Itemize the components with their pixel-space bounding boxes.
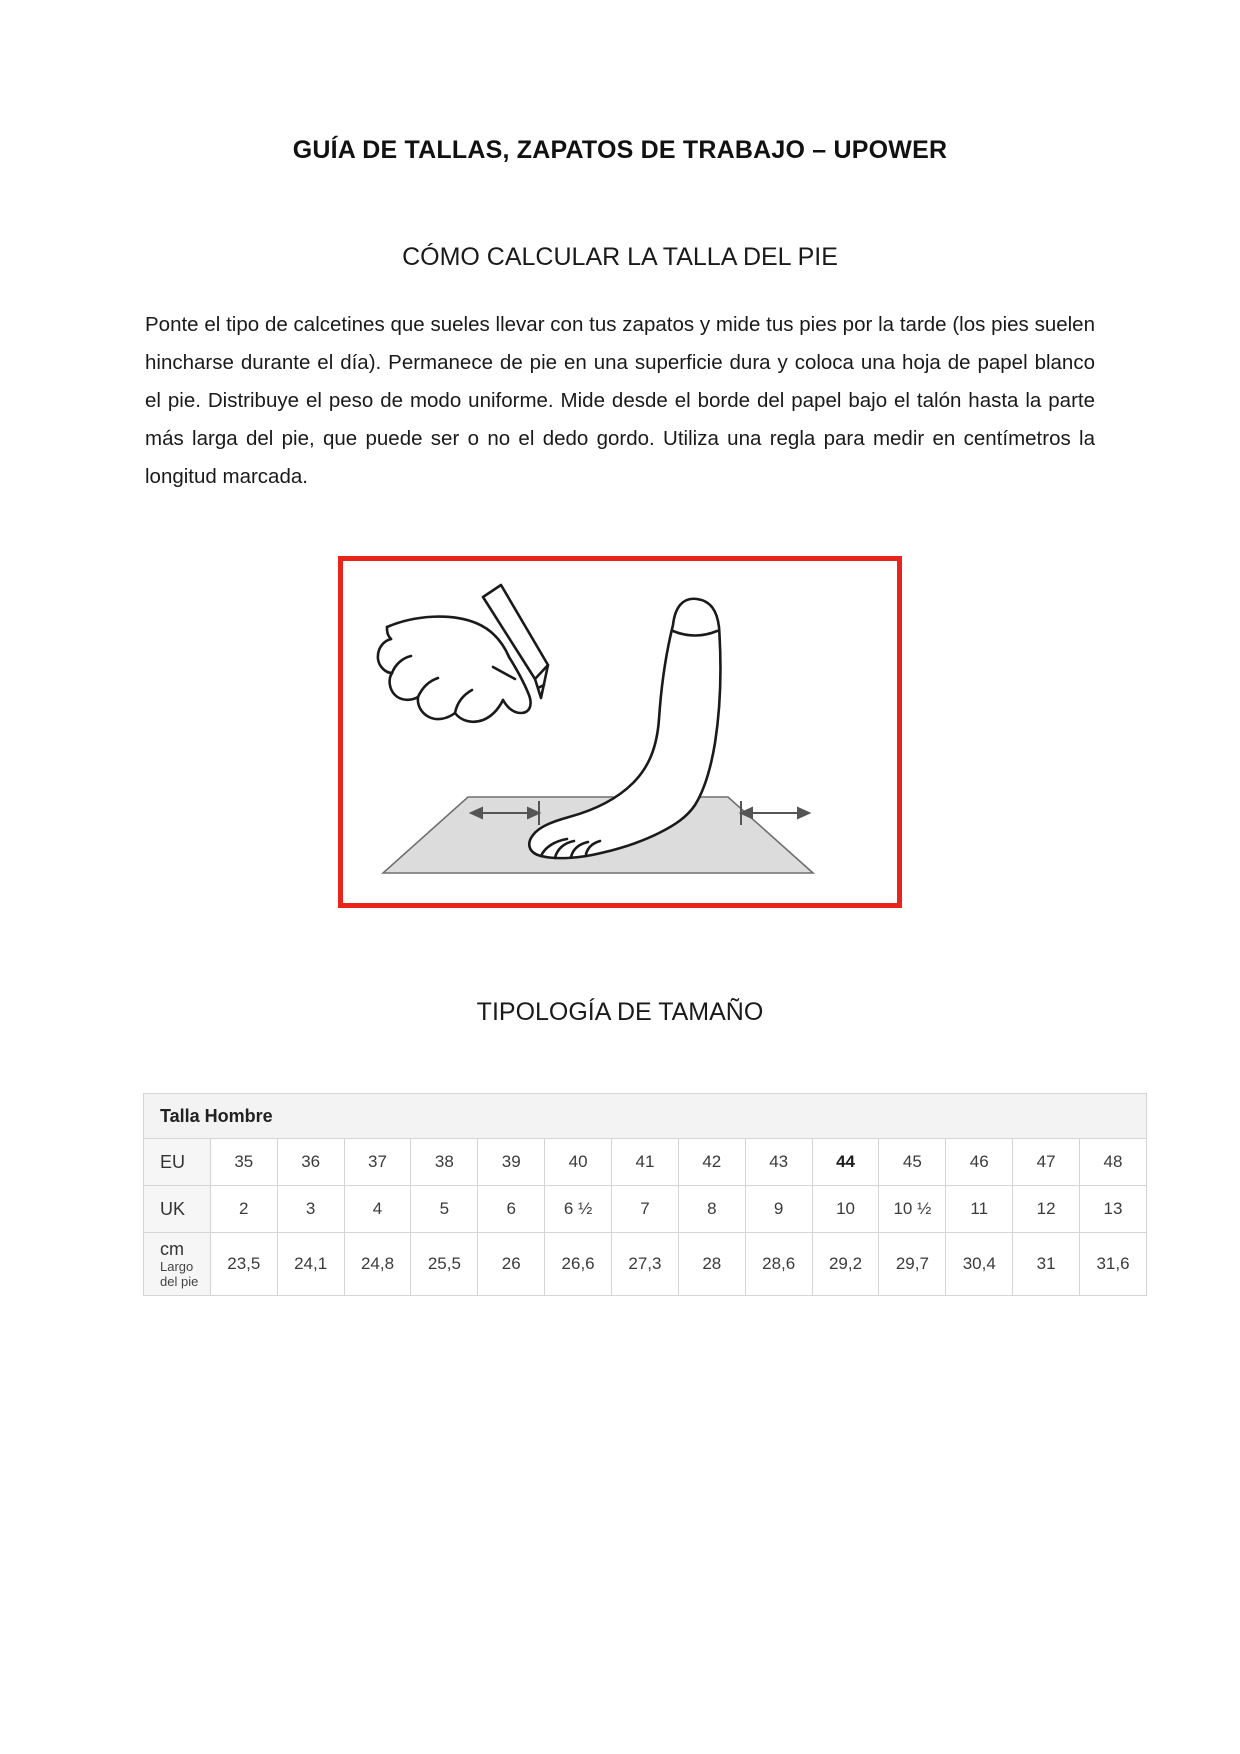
cell-uk-0: 2: [210, 1186, 277, 1233]
cell-eu-7: 42: [678, 1139, 745, 1186]
cell-uk-3: 5: [411, 1186, 478, 1233]
cell-eu-1: 36: [277, 1139, 344, 1186]
cell-eu-12: 47: [1013, 1139, 1080, 1186]
size-table: [143, 1093, 1147, 1296]
cell-eu-6: 41: [612, 1139, 679, 1186]
cell-cm-3: 25,5: [411, 1233, 478, 1296]
table-row-cm: [144, 1233, 1147, 1296]
cell-uk-2: 4: [344, 1186, 411, 1233]
cell-cm-9: 29,2: [812, 1233, 879, 1296]
cell-uk-6: 7: [612, 1186, 679, 1233]
table-title: Talla Hombre: [144, 1094, 1147, 1139]
cell-uk-5: 6 ½: [545, 1186, 612, 1233]
cell-eu-8: 43: [745, 1139, 812, 1186]
row-label-cm-sub: Largo del pie: [160, 1259, 199, 1289]
cell-cm-12: 31: [1013, 1233, 1080, 1296]
cell-cm-1: 24,1: [277, 1233, 344, 1296]
cell-uk-10: 10 ½: [879, 1186, 946, 1233]
cell-uk-8: 9: [745, 1186, 812, 1233]
cell-uk-13: 13: [1080, 1186, 1147, 1233]
row-label-eu: EU: [144, 1139, 211, 1186]
section-heading-size-typology: TIPOLOGÍA DE TAMAÑO: [476, 998, 764, 1026]
size-table-container: [145, 1093, 1130, 1296]
cell-cm-11: 30,4: [946, 1233, 1013, 1296]
page-title: GUÍA DE TALLAS, ZAPATOS DE TRABAJO – UPOWER: [292, 136, 948, 164]
cell-eu-5: 40: [545, 1139, 612, 1186]
cell-uk-7: 8: [678, 1186, 745, 1233]
cell-eu-13: 48: [1080, 1139, 1147, 1186]
table-row-uk: [144, 1186, 1147, 1233]
cell-cm-4: 26: [478, 1233, 545, 1296]
row-label-cm-main: cm: [160, 1239, 184, 1259]
cell-cm-5: 26,6: [545, 1233, 612, 1296]
cell-eu-9: 44: [812, 1139, 879, 1186]
figure-container: [145, 556, 1095, 908]
cell-cm-6: 27,3: [612, 1233, 679, 1296]
cell-eu-3: 38: [411, 1139, 478, 1186]
row-label-uk: UK: [144, 1186, 211, 1233]
foot-measuring-illustration: [338, 556, 902, 908]
cell-cm-13: 31,6: [1080, 1233, 1147, 1296]
table-header-row: [144, 1094, 1147, 1139]
cell-cm-8: 28,6: [745, 1233, 812, 1296]
cell-cm-0: 23,5: [210, 1233, 277, 1296]
cell-eu-10: 45: [879, 1139, 946, 1186]
cell-uk-11: 11: [946, 1186, 1013, 1233]
cell-uk-9: 10: [812, 1186, 879, 1233]
row-label-cm: [144, 1233, 211, 1296]
table-row-eu: [144, 1139, 1147, 1186]
cell-uk-12: 12: [1013, 1186, 1080, 1233]
cell-cm-7: 28: [678, 1233, 745, 1296]
cell-eu-2: 37: [344, 1139, 411, 1186]
cell-cm-10: 29,7: [879, 1233, 946, 1296]
cell-uk-1: 3: [277, 1186, 344, 1233]
cell-eu-4: 39: [478, 1139, 545, 1186]
instructions-paragraph: Ponte el tipo de calcetines que sueles llevar con tus zapatos y mide tus pies por la tarde (los pies suelen hincharse durante el día). Permanece de pie en una superficie dura y coloca una hoja de papel blanco el pie. Distribuye el peso de modo uniforme. Mide desde el borde del papel bajo el talón hasta la parte más larga del pie, que puede ser o no el dedo gordo. Utiliza una regla para medir en centímetros la longitud marcada.: [145, 313, 1095, 488]
cell-uk-4: 6: [478, 1186, 545, 1233]
cell-eu-0: 35: [210, 1139, 277, 1186]
cell-cm-2: 24,8: [344, 1233, 411, 1296]
section-heading-how-to-measure: CÓMO CALCULAR LA TALLA DEL PIE: [402, 243, 838, 271]
cell-eu-11: 46: [946, 1139, 1013, 1186]
